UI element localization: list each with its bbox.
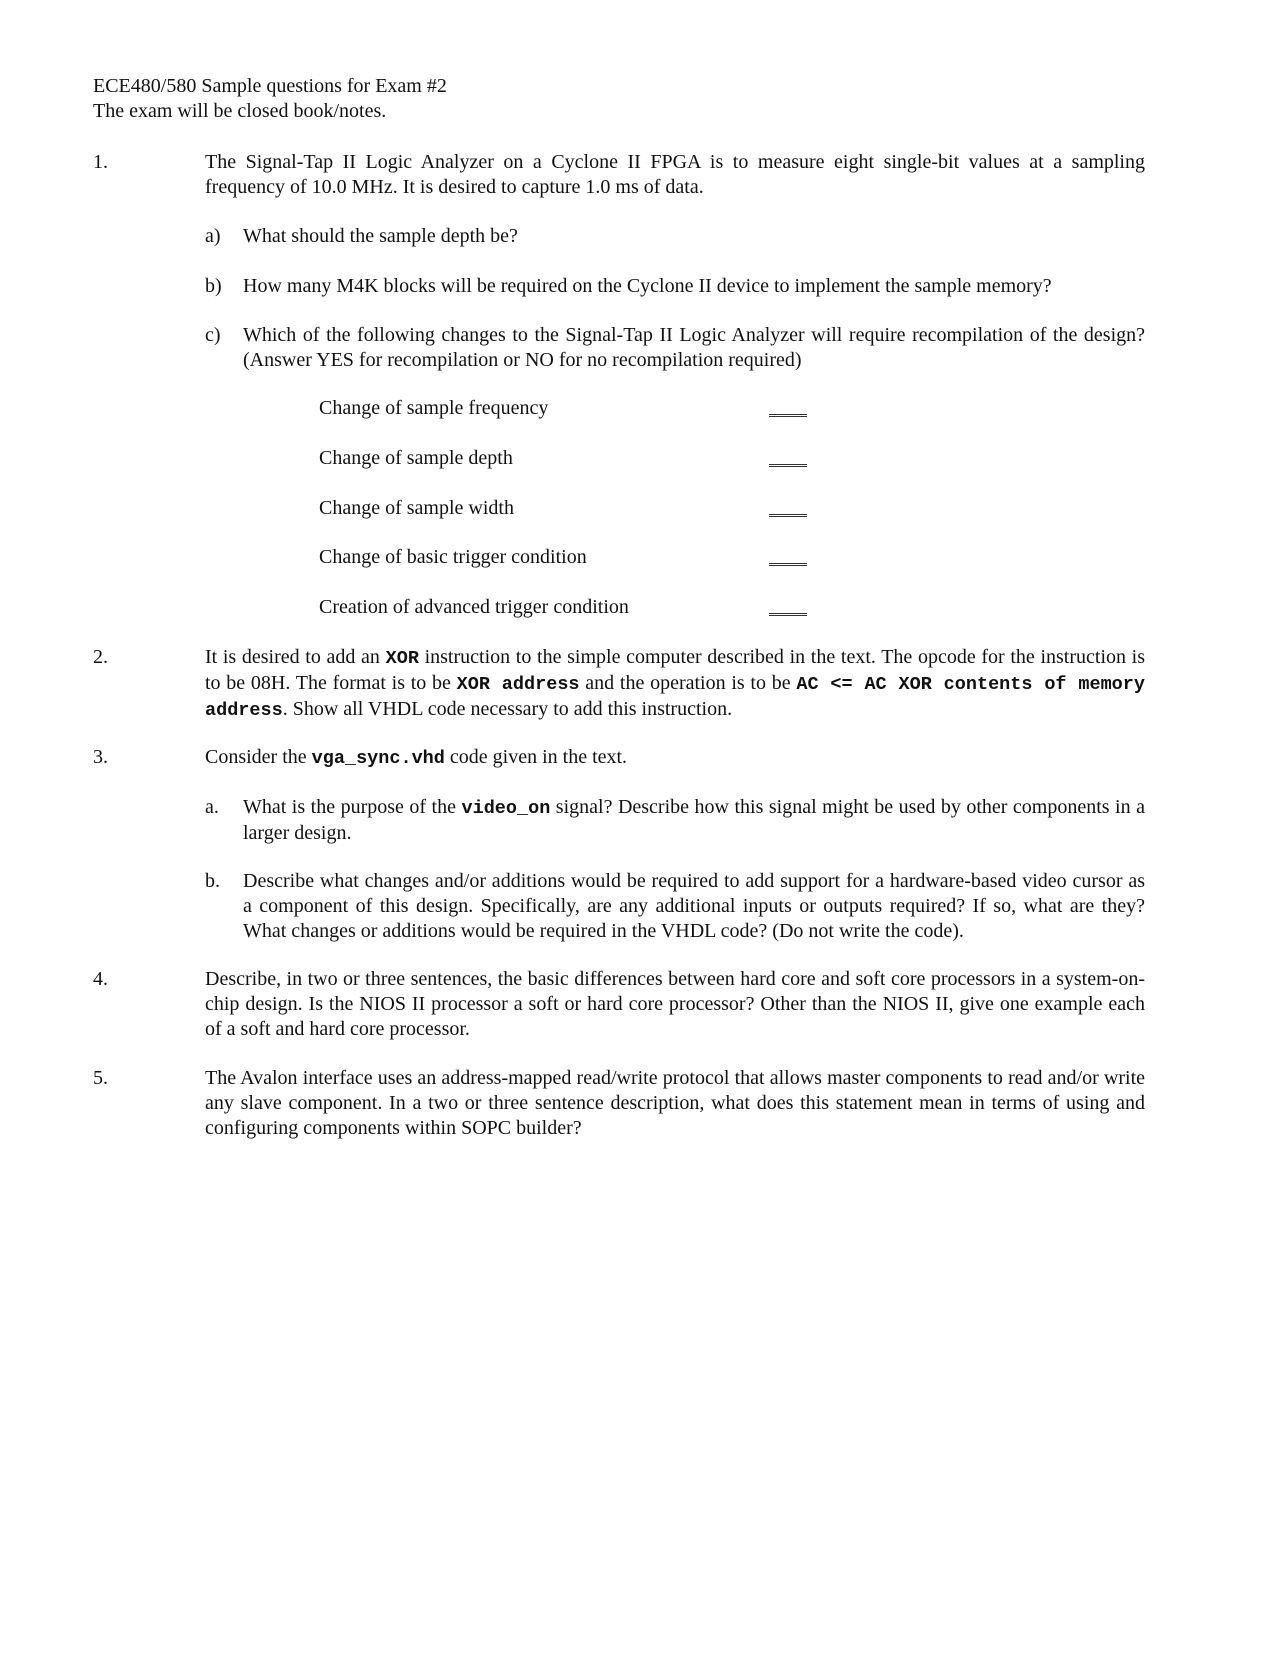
answer-row-label: Change of sample frequency (319, 397, 549, 419)
code-video-on: video_on (461, 798, 551, 819)
answer-blank[interactable] (769, 414, 807, 417)
question-1-text: The Signal-Tap II Logic Analyzer on a Cyclone II FPGA is to measure eight single-bit values at a sampling frequency of 10.0 MHz. It is desired to capture 1.0 ms of data. (205, 151, 1145, 198)
question-2-text-part: and the operation is to be (579, 672, 797, 694)
question-2-text (205, 645, 1145, 723)
question-3a (205, 795, 1145, 846)
page-title: ECE480/580 Sample questions for Exam #2 (93, 75, 447, 97)
question-1c (205, 323, 1145, 373)
answer-row (319, 545, 819, 571)
question-1c-text: Which of the following changes to the Signal-Tap II Logic Analyzer will require recompilation of the design? (Answer YES for recompilation or NO for no recompilation required) (243, 324, 1145, 371)
question-2-text-part: It is desired to add an (205, 646, 386, 668)
question-3a-text (243, 795, 1145, 846)
question-5-text: The Avalon interface uses an address-mapped read/write protocol that allows master components to read and/or write any slave component. In a two or three sentence description, what does this statement mean in terms of using and configuring components within SOPC builder? (205, 1067, 1145, 1139)
exam-note: The exam will be closed book/notes. (93, 100, 387, 122)
question-1-number: 1. (93, 151, 108, 173)
question-2-number: 2. (93, 646, 108, 668)
question-1b (205, 274, 1145, 299)
answer-row (319, 396, 819, 422)
question-5-number: 5. (93, 1067, 108, 1089)
question-2-text-part: . Show all VHDL code necessary to add this instruction. (282, 698, 733, 720)
question-1b-text: How many M4K blocks will be required on the Cyclone II device to implement the sample memory? (243, 275, 1052, 297)
answer-blank[interactable] (769, 613, 807, 616)
question-1c-label: c) (205, 324, 221, 346)
question-3b (205, 869, 1145, 944)
question-3a-text-part: signal? Describe how this signal might be used by other components in a larger design. (243, 796, 1145, 844)
question-1a (205, 224, 1145, 249)
code-operation: AC <= AC XOR contents of memory address (205, 674, 1145, 721)
question-3-text-part: code given in the text. (444, 746, 628, 768)
answer-row-label: Change of sample depth (319, 447, 513, 469)
code-xor: XOR (385, 648, 419, 669)
question-3b-label: b. (205, 870, 220, 892)
code-xor-address: XOR address (456, 674, 580, 695)
answer-row (319, 595, 819, 621)
answer-row (319, 446, 819, 472)
answer-row (319, 496, 819, 522)
question-1a-label: a) (205, 225, 221, 247)
answer-blank[interactable] (769, 563, 807, 566)
answer-blank[interactable] (769, 464, 807, 467)
question-4-number: 4. (93, 968, 108, 990)
answer-row-label: Change of basic trigger condition (319, 546, 587, 568)
answer-row-label: Creation of advanced trigger condition (319, 596, 629, 618)
answer-blank[interactable] (769, 514, 807, 517)
page-header (93, 74, 447, 124)
question-1b-label: b) (205, 275, 222, 297)
question-3-number: 3. (93, 746, 108, 768)
question-3-text (205, 745, 1145, 771)
question-2-text-part: instruction to the simple computer described in the text. The opcode for the instruction is to be 08H. The format is to be (205, 646, 1145, 694)
question-3a-text-part: What is the purpose of the (243, 796, 462, 818)
question-1a-text: What should the sample depth be? (243, 225, 518, 247)
question-4-text: Describe, in two or three sentences, the basic differences between hard core and soft core processors in a system-on-chip design. Is the NIOS II processor a soft or hard core processor? Other than the NIOS II, give one example each of a soft and hard core processor. (205, 968, 1145, 1040)
question-3b-text: Describe what changes and/or additions would be required to add support for a hardware-based video cursor as a component of this design. Specifically, are any additional inputs or outputs required? If so, what are they? What changes or additions would be required in the VHDL code? (Do not write the code). (243, 870, 1145, 942)
question-3-text-part: Consider the (205, 746, 312, 768)
answer-row-label: Change of sample width (319, 497, 514, 519)
code-vga-sync: vga_sync.vhd (311, 748, 445, 769)
question-3a-label: a. (205, 796, 219, 818)
